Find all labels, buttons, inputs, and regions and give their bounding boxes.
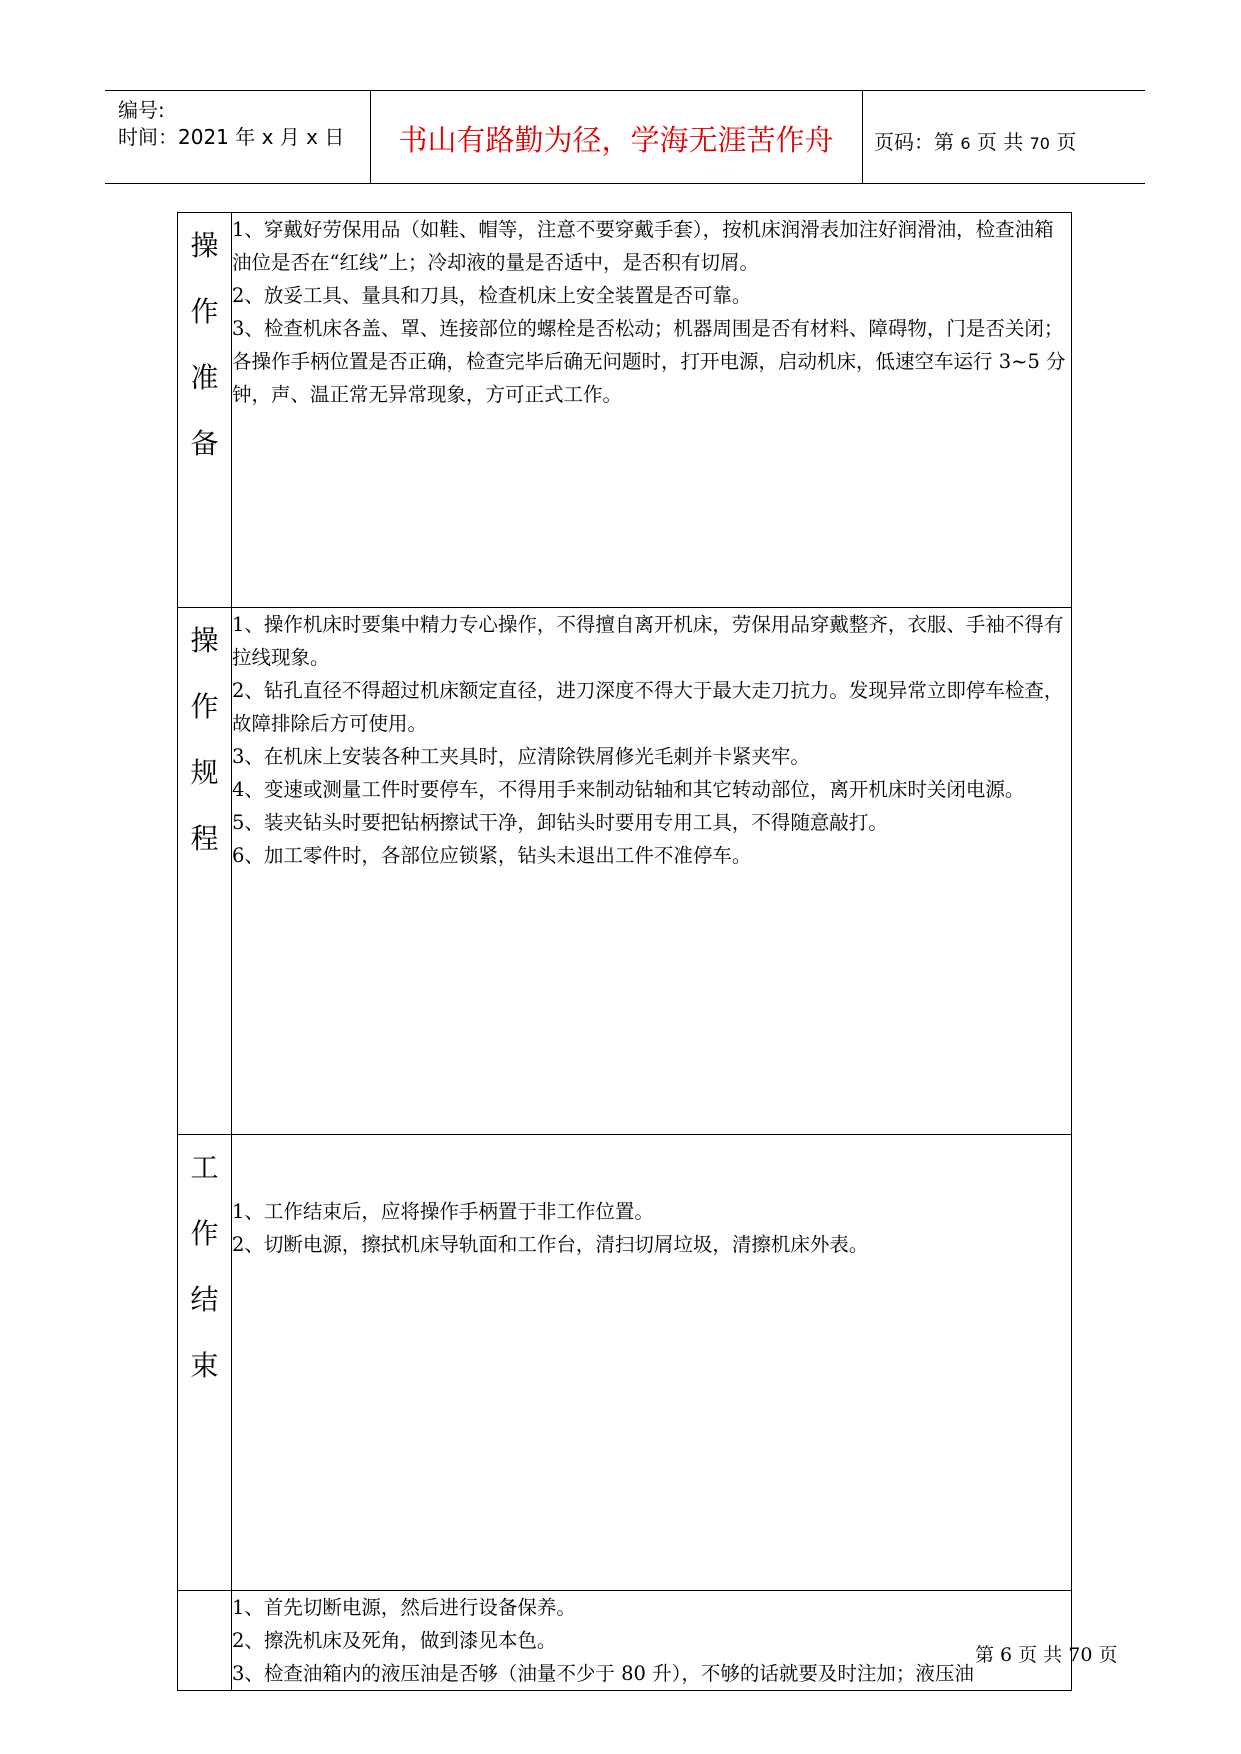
section-label — [178, 1591, 232, 1691]
section-label — [178, 608, 232, 1135]
list-item: 4、变速或测量工件时要停车，不得用手来制动钻轴和其它转动部位，离开机床时关闭电源。 — [232, 778, 1025, 801]
page-number: 6 — [960, 134, 971, 153]
list-item: 3、检查机床各盖、罩、连接部位的螺栓是否松动；机器周围是否有材料、障碍物，门是否关闭；各操作手柄位置是否正确，检查完毕后确无问题时，打开电源，启动机床，低速空车运行 3~5 分钟，声、温正常无异常现象，方可正式工作。 — [232, 317, 1066, 406]
section-content — [232, 608, 1072, 1135]
list-item: 6、加工零件时，各部位应锁紧，钻头未退出工件不准停车。 — [232, 844, 752, 867]
section-label-char: 规 — [190, 756, 219, 789]
document-time-label: 时间：2021 年 x 月 x 日 — [118, 125, 345, 149]
section-label-char: 束 — [190, 1349, 219, 1382]
section-label-char: 操 — [190, 229, 219, 262]
section-row-preparation — [178, 213, 1072, 608]
list-item: 3、检查油箱内的液压油是否够（油量不少于 80 升），不够的话就要及时注加；液压油 — [232, 1662, 974, 1685]
section-row-procedure — [178, 608, 1072, 1135]
section-content — [232, 213, 1072, 608]
page-suffix: 页 — [1049, 130, 1077, 154]
section-label-char: 准 — [190, 361, 219, 394]
list-item: 1、首先切断电源，然后进行设备保养。 — [232, 1596, 576, 1619]
list-item: 1、穿戴好劳保用品（如鞋、帽等，注意不要穿戴手套），按机床润滑表加注好润滑油，检查油箱油位是否在“红线”上；冷却液的量是否适中，是否积有切屑。 — [232, 218, 1054, 274]
header-page-indicator — [874, 126, 1076, 155]
section-label-char: 结 — [190, 1283, 219, 1316]
list-item: 2、钻孔直径不得超过机床额定直径，进刀深度不得大于最大走刀抗力。发现异常立即停车检查，故障排除后方可使用。 — [232, 679, 1064, 735]
document-number-label: 编号: — [118, 98, 165, 122]
header-motto: 书山有路勤为径，学海无涯苦作舟 — [398, 123, 834, 157]
section-label — [178, 213, 232, 608]
list-item: 3、在机床上安装各种工夹具时，应清除铁屑修光毛刺并卡紧夹牢。 — [232, 745, 810, 768]
header-bottom-rule — [105, 183, 1145, 184]
section-content — [232, 1591, 1072, 1691]
procedure-table — [177, 212, 1072, 1691]
list-item: 2、放妥工具、量具和刀具，检查机床上安全装置是否可靠。 — [232, 284, 752, 307]
section-label-char: 工 — [190, 1151, 219, 1184]
list-item: 5、装夹钻头时要把钻柄擦试干净，卸钻头时要用专用工具，不得随意敲打。 — [232, 811, 888, 834]
header-divider-right — [862, 90, 863, 183]
section-label-char: 作 — [190, 1217, 219, 1250]
page-total: 70 — [1029, 134, 1050, 153]
section-label-char: 作 — [190, 690, 219, 723]
list-item: 1、工作结束后，应将操作手柄置于非工作位置。 — [232, 1200, 654, 1223]
section-row-completion — [178, 1135, 1072, 1591]
section-label-char: 程 — [190, 822, 219, 855]
section-label — [178, 1135, 232, 1591]
list-item: 2、切断电源，擦拭机床导轨面和工作台，清扫切屑垃圾，清擦机床外表。 — [232, 1233, 869, 1256]
list-item: 1、操作机床时要集中精力专心操作，不得擅自离开机床，劳保用品穿戴整齐，衣服、手袖不得有拉线现象。 — [232, 613, 1064, 669]
list-item: 2、擦洗机床及死角，做到漆见本色。 — [232, 1629, 557, 1652]
section-content — [232, 1135, 1072, 1591]
section-label-char: 操 — [190, 624, 219, 657]
page-mid: 页 共 — [970, 130, 1030, 154]
page-prefix: 页码：第 — [874, 130, 961, 154]
section-label-char: 备 — [190, 427, 219, 460]
section-label-char: 作 — [190, 295, 219, 328]
section-row-maintenance — [178, 1591, 1072, 1691]
header-top-rule — [105, 90, 1145, 91]
page-footer: 第 6 页 共 70 页 — [975, 1644, 1118, 1666]
